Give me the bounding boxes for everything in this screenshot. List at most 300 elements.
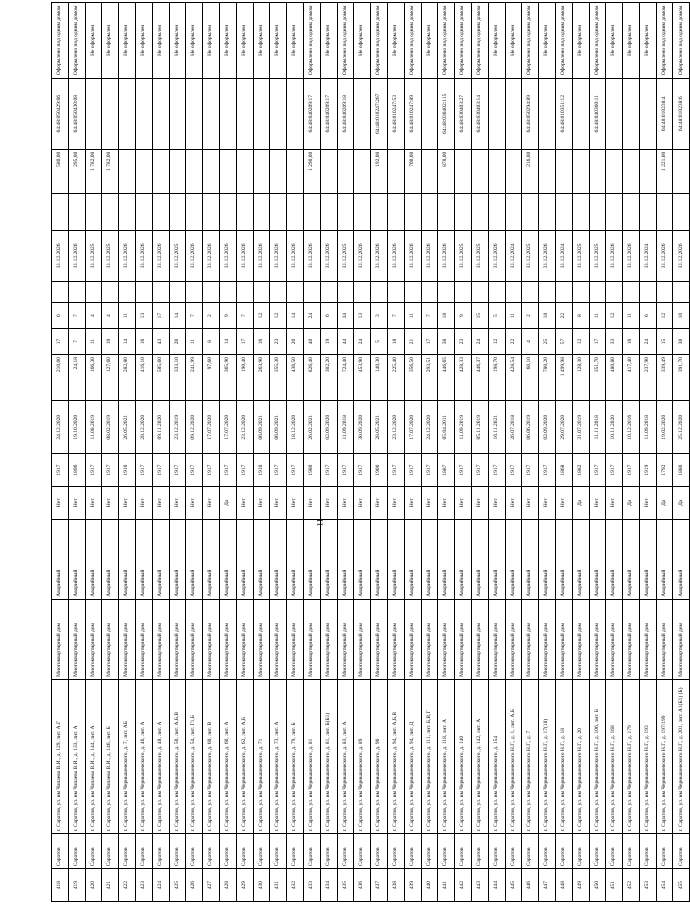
apartments-count-cell: 13	[135, 303, 152, 329]
apartments-count-cell: 14	[169, 303, 186, 329]
category-cell: Аварийный	[152, 519, 169, 599]
house-type-cell: Многоквартирный дом	[371, 599, 388, 679]
category-cell: Аварийный	[539, 519, 556, 599]
cadastral-number-cell: 64:48:030402:115	[438, 78, 455, 149]
apartments-count-cell: 2	[522, 303, 539, 329]
emergency-flag-cell: Нет	[169, 486, 186, 519]
row-number-cell: 422	[119, 869, 136, 902]
planned-date-cell: 31.12.2025	[522, 230, 539, 281]
category-cell: Аварийный	[656, 519, 673, 599]
table-row	[287, 3, 304, 902]
apartments-count-cell: 7	[421, 303, 438, 329]
area-cell: 351,70	[589, 355, 606, 401]
land-area-cell	[253, 149, 270, 193]
category-cell: Аварийный	[219, 519, 236, 599]
area-cell: 416,10	[135, 355, 152, 401]
city-cell: Саратов	[169, 834, 186, 869]
house-type-cell: Многоквартирный дом	[152, 599, 169, 679]
land-status-cell: Оформлено под одним домом	[68, 3, 85, 79]
house-type-cell: Многоквартирный дом	[320, 599, 337, 679]
residents-count-cell: 16	[253, 329, 270, 355]
cadastral-number-cell	[539, 78, 556, 149]
address-cell: г. Саратов, ул. им Чернышевского, д. 48, лит. А	[152, 679, 169, 834]
recognition-date-cell: 06.09.2021	[270, 401, 287, 454]
cadastral-number-cell: 64:48:010238:6	[673, 78, 690, 149]
row-number-cell: 419	[68, 869, 85, 902]
blank-cell	[387, 281, 404, 302]
emergency-flag-cell: Нет	[539, 486, 556, 519]
land-status-cell: Оформлено под одним домом	[455, 3, 472, 79]
year-cell: 1917	[623, 454, 640, 487]
apartments-count-cell: 12	[606, 303, 623, 329]
emergency-flag-cell: Нет	[387, 486, 404, 519]
category-cell: Аварийный	[438, 519, 455, 599]
land-area-cell	[673, 149, 690, 193]
table-row	[253, 3, 270, 902]
city-cell: Саратов	[337, 834, 354, 869]
category-cell: Аварийный	[102, 519, 119, 599]
recognition-date-cell: 29.07.2020	[555, 401, 572, 454]
land-status-cell: Не оформлен	[320, 3, 337, 79]
house-type-cell: Многоквартирный дом	[186, 599, 203, 679]
planned-date-cell: 31.12.2025	[572, 230, 589, 281]
resettled-cell	[253, 193, 270, 230]
land-status-cell: Оформлено под одним домом	[555, 3, 572, 79]
blank-cell	[219, 281, 236, 302]
residents-count-cell: 40	[303, 329, 320, 355]
residents-count-cell: 38	[438, 329, 455, 355]
address-cell: г. Саратов, ул. им Чернышевского, д. 142, лит. А	[471, 679, 488, 834]
apartments-count-cell: 6	[52, 303, 69, 329]
row-number-cell: 433	[303, 869, 320, 902]
housing-registry-table	[51, 2, 690, 902]
city-cell: Саратов	[68, 834, 85, 869]
land-area-cell: 878,00	[438, 149, 455, 193]
year-cell: 1917	[404, 454, 421, 487]
area-cell: 241,99	[186, 355, 203, 401]
area-cell: 355,30	[270, 355, 287, 401]
table-row	[203, 3, 220, 902]
city-cell: Саратов	[354, 834, 371, 869]
resettled-cell	[455, 193, 472, 230]
cadastral-number-cell	[85, 78, 102, 149]
emergency-flag-cell: Да	[572, 486, 589, 519]
land-area-cell	[471, 149, 488, 193]
resettled-cell	[623, 193, 640, 230]
land-status-cell: Не оформлен	[623, 3, 640, 79]
table-row	[438, 3, 455, 902]
residents-count-cell: 12	[572, 329, 589, 355]
emergency-flag-cell: Нет	[186, 486, 203, 519]
city-cell: Саратов	[505, 834, 522, 869]
address-cell: г. Саратов, ул. им Чернышевского, д. 81, лит. Б(Б1)	[320, 679, 337, 834]
emergency-flag-cell: Нет	[287, 486, 304, 519]
year-cell: 1917	[354, 454, 371, 487]
resettled-cell	[203, 193, 220, 230]
table-row	[387, 3, 404, 902]
area-cell: 453,90	[354, 355, 371, 401]
table-body	[52, 3, 690, 902]
cadastral-number-cell	[505, 78, 522, 149]
cadastral-number-cell	[135, 78, 152, 149]
category-cell: Аварийный	[522, 519, 539, 599]
recognition-date-cell: 09.11.2020	[152, 401, 169, 454]
row-number-cell: 443	[471, 869, 488, 902]
address-cell: г. Саратов, ул. им Чапаева В.И., д. 146, лит. Б	[102, 679, 119, 834]
category-cell: Аварийный	[606, 519, 623, 599]
blank-cell	[522, 281, 539, 302]
year-cell: 1917	[337, 454, 354, 487]
land-area-cell: 1 221,00	[656, 149, 673, 193]
category-cell: Аварийный	[68, 519, 85, 599]
emergency-flag-cell: Нет	[438, 486, 455, 519]
house-type-cell: Многоквартирный дом	[606, 599, 623, 679]
address-cell: г. Саратов, ул. им Чернышевского Н.Г., д. 106, лит. Б	[589, 679, 606, 834]
apartments-count-cell: 11	[119, 303, 136, 329]
city-cell: Саратов	[152, 834, 169, 869]
row-number-cell: 445	[505, 869, 522, 902]
emergency-flag-cell: Нет	[404, 486, 421, 519]
blank-cell	[354, 281, 371, 302]
resettled-cell	[522, 193, 539, 230]
address-cell: г. Саратов, ул. им Чернышевского Н.Г., д. 201, лит. А1(Б1) (Б)	[673, 679, 690, 834]
category-cell: Аварийный	[623, 519, 640, 599]
area-cell: 436,50	[287, 355, 304, 401]
row-number-cell: 454	[656, 869, 673, 902]
apartments-count-cell: 7	[387, 303, 404, 329]
category-cell: Аварийный	[673, 519, 690, 599]
table-row	[68, 3, 85, 902]
land-area-cell	[623, 149, 640, 193]
recognition-date-cell: 02.09.2020	[539, 401, 556, 454]
table-row	[471, 3, 488, 902]
cadastral-number-cell: 64:48:010351:12	[555, 78, 572, 149]
table-row	[320, 3, 337, 902]
table-row	[337, 3, 354, 902]
residents-count-cell: 22	[505, 329, 522, 355]
emergency-flag-cell: Нет	[303, 486, 320, 519]
land-status-cell: Не оформлен	[152, 3, 169, 79]
apartments-count-cell: 11	[404, 303, 421, 329]
planned-date-cell: 31.12.2025	[337, 230, 354, 281]
land-area-cell: 295,00	[68, 149, 85, 193]
blank-cell	[253, 281, 270, 302]
row-number-cell: 437	[371, 869, 388, 902]
address-cell: г. Саратов, ул. им Чернышевского, д. 94, лит. Д	[404, 679, 421, 834]
row-number-cell: 446	[522, 869, 539, 902]
emergency-flag-cell: Нет	[119, 486, 136, 519]
land-status-cell: Оформлено под одним домом	[303, 3, 320, 79]
apartments-count-cell: 3	[371, 303, 388, 329]
resettled-cell	[639, 193, 656, 230]
apartments-count-cell: 13	[354, 303, 371, 329]
land-status-cell: Не оформлен	[203, 3, 220, 79]
land-area-cell	[270, 149, 287, 193]
address-cell: г. Саратов, ул. им Чернышевского, д. 54, лит. Г1,Б	[186, 679, 203, 834]
house-type-cell: Многоквартирный дом	[337, 599, 354, 679]
emergency-flag-cell: Нет	[236, 486, 253, 519]
cadastral-number-cell	[236, 78, 253, 149]
table-row	[572, 3, 589, 902]
category-cell: Аварийный	[203, 519, 220, 599]
land-status-cell: Не оформлен	[236, 3, 253, 79]
emergency-flag-cell: Нет	[421, 486, 438, 519]
recognition-date-cell: 16.11.2021	[488, 401, 505, 454]
address-cell: г. Саратов, ул. им Чернышевского Н.Г., д. 17(18)	[539, 679, 556, 834]
residents-count-cell: 20	[169, 329, 186, 355]
area-cell: 302,20	[320, 355, 337, 401]
category-cell: Аварийный	[270, 519, 287, 599]
land-area-cell	[236, 149, 253, 193]
cadastral-number-cell: 64:48:050294:89	[522, 78, 539, 149]
resettled-cell	[589, 193, 606, 230]
year-cell: 1917	[203, 454, 220, 487]
planned-date-cell: 31.12.2026	[219, 230, 236, 281]
category-cell: Аварийный	[135, 519, 152, 599]
cadastral-number-cell: 64:48:030403:14	[471, 78, 488, 149]
residents-count-cell: 24	[639, 329, 656, 355]
address-cell: г. Саратов, ул. им Чапаева В.И., д. 133, лит. А	[68, 679, 85, 834]
year-cell: 1887	[438, 454, 455, 487]
recognition-date-cell: 26.02.2021	[303, 401, 320, 454]
emergency-flag-cell: Нет	[354, 486, 371, 519]
land-status-cell: Не оформлен	[488, 3, 505, 79]
address-cell: г. Саратов, ул. им Чернышевского, д. 90	[371, 679, 388, 834]
residents-count-cell: 44	[337, 329, 354, 355]
city-cell: Саратов	[589, 834, 606, 869]
land-area-cell	[219, 149, 236, 193]
land-status-cell: Не оформлен	[639, 3, 656, 79]
area-cell: 365,90	[219, 355, 236, 401]
category-cell: Аварийный	[421, 519, 438, 599]
residents-count-cell: 23	[270, 329, 287, 355]
emergency-flag-cell: Нет	[253, 486, 270, 519]
residents-count-cell: 16	[135, 329, 152, 355]
land-status-cell: Не оформлен	[354, 3, 371, 79]
category-cell: Аварийный	[303, 519, 320, 599]
planned-date-cell: 31.12.2026	[135, 230, 152, 281]
resettled-cell	[404, 193, 421, 230]
recognition-date-cell: 11.09.2019	[455, 401, 472, 454]
land-status-cell: Не оформлен	[505, 3, 522, 79]
blank-cell	[152, 281, 169, 302]
year-cell: 1917	[102, 454, 119, 487]
year-cell: 1917	[589, 454, 606, 487]
row-number-cell: 430	[253, 869, 270, 902]
address-cell: г. Саратов, ул. им Чернышевского, д. 111, лит. Б,В,Г	[421, 679, 438, 834]
year-cell: 1917	[421, 454, 438, 487]
land-status-cell: Не оформлен	[606, 3, 623, 79]
category-cell: Аварийный	[85, 519, 102, 599]
category-cell: Аварийный	[572, 519, 589, 599]
city-cell: Саратов	[639, 834, 656, 869]
planned-date-cell: 31.12.2026	[404, 230, 421, 281]
recognition-date-cell: 05.11.2019	[471, 401, 488, 454]
address-cell: г. Саратов, ул. им Чернышевского, д. 79, лит. Б	[287, 679, 304, 834]
apartments-count-cell: 11	[589, 303, 606, 329]
house-type-cell: Многоквартирный дом	[135, 599, 152, 679]
land-status-cell: Не оформлен	[169, 3, 186, 79]
land-status-cell: Не оформлен	[539, 3, 556, 79]
house-type-cell: Многоквартирный дом	[572, 599, 589, 679]
land-area-cell: 1 782,00	[85, 149, 102, 193]
land-area-cell	[135, 149, 152, 193]
area-cell: 166,30	[85, 355, 102, 401]
residents-count-cell: 23	[455, 329, 472, 355]
emergency-flag-cell: Нет	[320, 486, 337, 519]
table-row	[589, 3, 606, 902]
year-cell: 1917	[219, 454, 236, 487]
resettled-cell	[219, 193, 236, 230]
planned-date-cell: 31.12.2026	[186, 230, 203, 281]
year-cell: 1896	[68, 454, 85, 487]
row-number-cell: 442	[455, 869, 472, 902]
address-cell: г. Саратов, ул. им Чернышевского, д. 154	[488, 679, 505, 834]
land-area-cell	[320, 149, 337, 193]
emergency-flag-cell: Нет	[102, 486, 119, 519]
emergency-flag-cell: Да	[623, 486, 640, 519]
cadastral-number-cell: 64:48:040209:18	[337, 78, 354, 149]
year-cell: 1910	[119, 454, 136, 487]
table-row	[404, 3, 421, 902]
area-cell: 263,90	[253, 355, 270, 401]
recognition-date-cell: 11.11.2018	[589, 401, 606, 454]
recognition-date-cell: 06.09.2021	[253, 401, 270, 454]
residents-count-cell: 43	[152, 329, 169, 355]
resettled-cell	[68, 193, 85, 230]
row-number-cell: 428	[219, 869, 236, 902]
land-area-cell: 1 290,00	[303, 149, 320, 193]
land-area-cell	[354, 149, 371, 193]
area-cell: 140,30	[371, 355, 388, 401]
city-cell: Саратов	[455, 834, 472, 869]
blank-cell	[119, 281, 136, 302]
house-type-cell: Многоквартирный дом	[623, 599, 640, 679]
table-row	[52, 3, 69, 902]
apartments-count-cell: 7	[186, 303, 203, 329]
apartments-count-cell: 4	[85, 303, 102, 329]
row-number-cell: 438	[387, 869, 404, 902]
apartments-count-cell: 22	[555, 303, 572, 329]
address-cell: г. Саратов, ул. им Чернышевского, д. 62, лит. А,Б	[236, 679, 253, 834]
year-cell: 1917	[455, 454, 472, 487]
recognition-date-cell: 26.05.2021	[119, 401, 136, 454]
blank-cell	[52, 281, 69, 302]
category-cell: Аварийный	[253, 519, 270, 599]
planned-date-cell: 31.12.2026	[152, 230, 169, 281]
land-status-cell: Оформлено под одним домом	[522, 3, 539, 79]
house-type-cell: Многоквартирный дом	[589, 599, 606, 679]
table-row	[539, 3, 556, 902]
area-cell: 210,60	[52, 355, 69, 401]
blank-cell	[421, 281, 438, 302]
blank-cell	[186, 281, 203, 302]
resettled-cell	[186, 193, 203, 230]
emergency-flag-cell: Нет	[505, 486, 522, 519]
house-type-cell: Многоквартирный дом	[539, 599, 556, 679]
resettled-cell	[354, 193, 371, 230]
emergency-flag-cell: Да	[673, 486, 690, 519]
house-type-cell: Многоквартирный дом	[68, 599, 85, 679]
recognition-date-cell: 23.12.2020	[387, 401, 404, 454]
city-cell: Саратов	[404, 834, 421, 869]
year-cell: 1917	[52, 454, 69, 487]
recognition-date-cell: 08.02.2019	[102, 401, 119, 454]
cadastral-number-cell	[421, 78, 438, 149]
land-status-cell: Не оформлен	[135, 3, 152, 79]
city-cell: Саратов	[606, 834, 623, 869]
recognition-date-cell: 10.12.2016	[623, 401, 640, 454]
cadastral-number-cell: 64:48:050429:06	[52, 78, 69, 149]
address-cell: г. Саратов, ул. им Чернышевского, д. 89	[354, 679, 371, 834]
year-cell: 1917	[186, 454, 203, 487]
area-cell: 128,30	[572, 355, 589, 401]
planned-date-cell: 31.12.2026	[438, 230, 455, 281]
blank-cell	[169, 281, 186, 302]
cadastral-number-cell	[354, 78, 371, 149]
recognition-date-cell: 30.09.2020	[354, 401, 371, 454]
cadastral-number-cell	[287, 78, 304, 149]
cadastral-number-cell: 64:48:010238:4	[656, 78, 673, 149]
blank-cell	[337, 281, 354, 302]
blank-cell	[203, 281, 220, 302]
land-status-cell: Не оформлен	[572, 3, 589, 79]
planned-date-cell: 31.12.2026	[488, 230, 505, 281]
category-cell: Аварийный	[320, 519, 337, 599]
row-number-cell: 439	[404, 869, 421, 902]
resettled-cell	[102, 193, 119, 230]
area-cell: 198,70	[488, 355, 505, 401]
resettled-cell	[337, 193, 354, 230]
house-type-cell: Многоквартирный дом	[488, 599, 505, 679]
emergency-flag-cell: Нет	[270, 486, 287, 519]
resettled-cell	[673, 193, 690, 230]
address-cell: г. Саратов, ул. им Чернышевского Н.Г., д. 20	[572, 679, 589, 834]
land-status-cell: Не оформлен	[85, 3, 102, 79]
recognition-date-cell: 06.06.2019	[522, 401, 539, 454]
blank-cell	[572, 281, 589, 302]
address-cell: г. Саратов, ул. им Чернышевского, д. 94, лит. А,Б,В	[387, 679, 404, 834]
cadastral-number-cell	[203, 78, 220, 149]
planned-date-cell: 31.12.2026	[253, 230, 270, 281]
recognition-date-cell: 26.07.2018	[505, 401, 522, 454]
row-number-cell: 432	[287, 869, 304, 902]
address-cell: г. Саратов, ул. им Чернышевского, д. 73, лит. А	[270, 679, 287, 834]
row-number-cell: 444	[488, 869, 505, 902]
land-status-cell: Оформлено под одним домом	[337, 3, 354, 79]
city-cell: Саратов	[572, 834, 589, 869]
residents-count-cell: 24	[471, 329, 488, 355]
cadastral-number-cell: 64:48:010247:267	[371, 78, 388, 149]
year-cell: 1917	[270, 454, 287, 487]
city-cell: Саратов	[270, 834, 287, 869]
recognition-date-cell: 23.12.2020	[236, 401, 253, 454]
planned-date-cell: 31.12.2026	[371, 230, 388, 281]
apartments-count-cell: 10	[673, 303, 690, 329]
address-cell: г. Саратов, ул. им Чернышевского Н.Г., д. 197/199	[656, 679, 673, 834]
recognition-date-cell: 19.10.2020	[68, 401, 85, 454]
cadastral-number-cell	[169, 78, 186, 149]
table-row	[505, 3, 522, 902]
resettled-cell	[505, 193, 522, 230]
table-row	[85, 3, 102, 902]
apartments-count-cell: 12	[270, 303, 287, 329]
city-cell: Саратов	[522, 834, 539, 869]
year-cell: 1868	[555, 454, 572, 487]
city-cell: Саратов	[287, 834, 304, 869]
house-type-cell: Многоквартирный дом	[505, 599, 522, 679]
area-cell: 225,40	[387, 355, 404, 401]
